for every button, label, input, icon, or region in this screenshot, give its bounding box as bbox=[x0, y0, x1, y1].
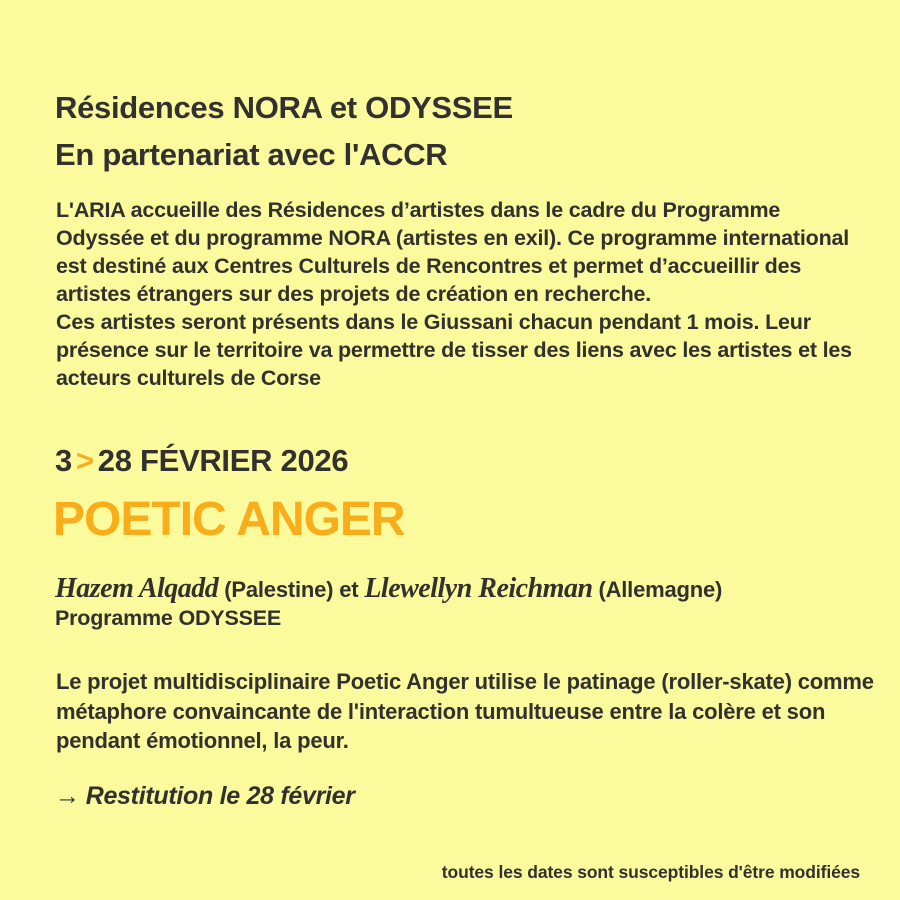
event-description: Le projet multidisciplinaire Poetic Anger utilise le patinage (roller-skate) comme métaphore convaincante de l'interaction tumultueuse entre la colère et son pendant émotionnel, la peur. bbox=[56, 669, 874, 753]
footer-disclaimer: toutes les dates sont susceptibles d'être modifiées bbox=[441, 862, 860, 882]
artist1-country: (Palestine) bbox=[224, 577, 334, 602]
artist2-country: (Allemagne) bbox=[598, 577, 723, 602]
artist2-name: Llewellyn Reichman bbox=[364, 573, 593, 604]
header-title-line1: Résidences NORA et ODYSSEE bbox=[55, 90, 513, 125]
date-end: 28 FÉVRIER 2026 bbox=[97, 443, 349, 478]
arrow-right-icon: → bbox=[55, 782, 80, 810]
date-start: 3 bbox=[55, 443, 72, 478]
header-title bbox=[55, 84, 513, 178]
event-title: POETIC ANGER bbox=[53, 493, 405, 546]
restitution-line bbox=[55, 782, 355, 811]
intro-paragraph-1: L'ARIA accueille des Résidences d’artistes dans le cadre du Programme Odyssée et du programme NORA (artistes en exil). Ce programme international est destiné aux Centres Culturels de Rencontres et permet d’accueillir des artistes étrangers sur des projets de création en recherche. bbox=[56, 198, 850, 306]
artists-line bbox=[55, 573, 722, 605]
event-date-range bbox=[55, 443, 348, 479]
header-title-line2: En partenariat avec l'ACCR bbox=[55, 137, 448, 172]
artists-conjunction: et bbox=[339, 577, 359, 602]
programme-label: Programme ODYSSEE bbox=[55, 606, 282, 630]
date-separator-chevron: > bbox=[75, 443, 94, 478]
restitution-text: Restitution le 28 février bbox=[85, 782, 355, 810]
intro-paragraph-2: Ces artistes seront présents dans le Giussani chacun pendant 1 mois. Leur présence sur le territoire va permettre de tisser des liens avec les artistes et les acteurs culturels de Corse bbox=[56, 310, 852, 390]
artist1-name: Hazem Alqadd bbox=[55, 573, 219, 604]
